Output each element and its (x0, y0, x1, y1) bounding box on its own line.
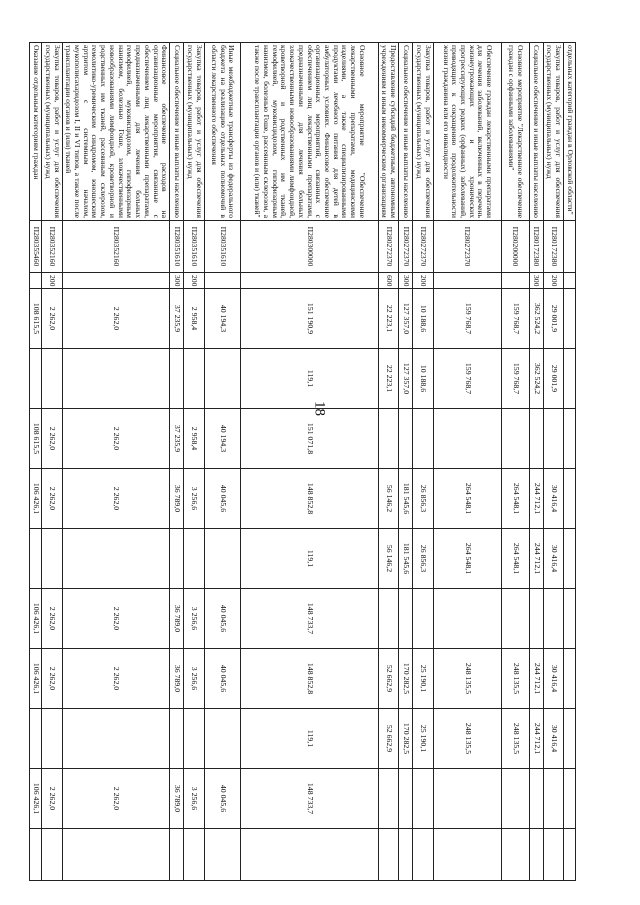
table-row (399, 43, 413, 881)
table-row (30, 43, 42, 881)
row-amount-cell: 40 045,6 (204, 769, 240, 829)
row-amount-cell (543, 409, 563, 469)
table-row (240, 43, 378, 881)
row-name-cell: Закупка товаров, работ и услуг для обеспечения государственных (муниципальных) нужд (543, 43, 563, 221)
row-amount-cell: 119,1 (240, 709, 378, 769)
row-amount-cell: 3 256,6 (184, 469, 204, 529)
row-amount-cell: 244 712,1 (529, 649, 543, 709)
row-amount-cell: 2 262,0 (62, 409, 170, 469)
row-amount-cell: 264 548,1 (501, 529, 529, 589)
row-name-cell: Оказание отдельным категориям граждан (30, 43, 42, 221)
row-amount-cell (204, 349, 240, 409)
row-amount-cell: 2 262,0 (62, 649, 170, 709)
table-row (204, 43, 240, 881)
row-amount-cell (543, 829, 563, 881)
row-amount-cell: 159 768,7 (501, 289, 529, 349)
row-amount-cell (564, 529, 576, 589)
row-name-cell: Социальное обеспечение и иные выплаты населению (399, 43, 413, 221)
row-amount-cell (564, 829, 576, 881)
row-amount-cell: 26 856,3 (413, 529, 433, 589)
row-amount-cell: 30 416,4 (543, 649, 563, 709)
row-amount-cell: 3 256,6 (184, 589, 204, 649)
row-amount-cell: 159 768,7 (501, 349, 529, 409)
row-expense-type-cell: 200 (543, 273, 563, 289)
row-amount-cell: 2 958,4 (184, 409, 204, 469)
table-row (378, 43, 398, 881)
row-amount-cell: 56 146,2 (378, 529, 398, 589)
row-amount-cell (399, 409, 413, 469)
row-amount-cell (378, 589, 398, 649)
row-expense-type-cell: 600 (378, 273, 398, 289)
row-amount-cell: 40 045,6 (204, 589, 240, 649)
table-row (433, 43, 501, 881)
row-amount-cell: 3 256,6 (184, 769, 204, 829)
row-amount-cell (433, 589, 501, 649)
row-amount-cell (433, 829, 501, 881)
row-name-cell: отдельных категорий граждан в Орловской области" (564, 43, 576, 221)
row-amount-cell: 127 357,0 (399, 289, 413, 349)
row-amount-cell (543, 769, 563, 829)
row-amount-cell (170, 829, 184, 881)
row-amount-cell: 244 712,1 (529, 469, 543, 529)
row-amount-cell: 108 615,5 (30, 409, 42, 469)
row-amount-cell (30, 529, 42, 589)
row-name-cell: Закупка товаров, работ и услуг для обеспечения государственных (муниципальных) нужд (42, 43, 62, 221)
row-amount-cell (564, 649, 576, 709)
row-expense-type-cell (564, 273, 576, 289)
row-amount-cell: 108 615,5 (30, 289, 42, 349)
row-name-cell: Социальное обеспечение и иные выплаты населению (529, 43, 543, 221)
row-amount-cell (184, 709, 204, 769)
row-amount-cell: 30 416,4 (543, 469, 563, 529)
row-amount-cell (501, 409, 529, 469)
row-name-cell: Социальное обеспечение и иные выплаты населению (170, 43, 184, 221)
row-amount-cell (543, 589, 563, 649)
row-amount-cell (564, 769, 576, 829)
row-name-cell: Основное мероприятие "Обеспечение лекарственными препаратами, медицинскими изделиями, а также специализированными продуктами лечебного питания для детей в амбулаторных условиях. Финансовое обеспечение организационных мероприятий, связанных с обеспечением лиц лекарственными препаратами, предназначенными для лечения больных злокачественными новообразованиями лимфоидной, кроветворной и родственных им тканей, гемофилией, муковисцидозом, гипофизарным нанизмом, болезнью Гоше, рассеянным склерозом, а также после трансплантации органов и (или) тканей" (240, 43, 378, 221)
rotated-sheet (32, 42, 576, 880)
row-amount-cell (564, 409, 576, 469)
row-code-cell: П280300000 (240, 221, 378, 273)
row-amount-cell: 2 262,0 (42, 469, 62, 529)
table-row (564, 43, 576, 881)
table-body (30, 43, 576, 881)
row-name-cell: Закупка товаров, работ и услуг для обеспечения государственных (муниципальных) нужд (184, 43, 204, 221)
row-amount-cell (413, 769, 433, 829)
row-amount-cell (62, 709, 170, 769)
row-name-cell: Иные межбюджетные трансферты из федерального бюджета на реализацию отдельных полномочий в области лекарственного обеспечения (204, 43, 240, 221)
row-amount-cell: 248 135,5 (433, 649, 501, 709)
row-amount-cell: 244 712,1 (529, 709, 543, 769)
row-code-cell: П280351610 (170, 221, 184, 273)
row-amount-cell: 36 789,0 (170, 769, 184, 829)
row-amount-cell (564, 349, 576, 409)
row-amount-cell: 40 045,6 (204, 649, 240, 709)
row-amount-cell: 170 282,5 (399, 709, 413, 769)
row-name-cell: Основное мероприятие "Лекарственное обеспечение граждан с орфанными заболеваниями" (501, 43, 529, 221)
row-amount-cell: 29 001,9 (543, 289, 563, 349)
row-amount-cell: 40 045,6 (204, 469, 240, 529)
row-amount-cell: 148 852,8 (240, 649, 378, 709)
row-amount-cell (529, 829, 543, 881)
row-amount-cell: 248 135,5 (501, 649, 529, 709)
row-amount-cell: 264 548,1 (501, 469, 529, 529)
row-expense-type-cell: 300 (399, 273, 413, 289)
row-amount-cell (564, 589, 576, 649)
table-row (42, 43, 62, 881)
row-amount-cell (30, 709, 42, 769)
row-amount-cell: 119,1 (240, 529, 378, 589)
row-amount-cell: 248 135,5 (433, 709, 501, 769)
row-amount-cell: 30 416,4 (543, 529, 563, 589)
table-row (413, 43, 433, 881)
row-amount-cell: 2 262,0 (62, 289, 170, 349)
row-amount-cell (170, 529, 184, 589)
row-amount-cell (184, 349, 204, 409)
row-code-cell: П280272370 (433, 221, 501, 273)
row-amount-cell: 36 789,0 (170, 649, 184, 709)
row-code-cell: П280272370 (399, 221, 413, 273)
row-amount-cell: 3 256,6 (184, 649, 204, 709)
row-amount-cell (184, 529, 204, 589)
row-amount-cell (399, 589, 413, 649)
row-amount-cell: 36 789,0 (170, 469, 184, 529)
table-row (529, 43, 543, 881)
row-amount-cell: 106 426,1 (30, 589, 42, 649)
table-row (543, 43, 563, 881)
table-row (501, 43, 529, 881)
row-code-cell (564, 221, 576, 273)
row-amount-cell (42, 349, 62, 409)
row-code-cell: П280200000 (501, 221, 529, 273)
page-number: 18 (311, 401, 328, 416)
row-amount-cell: 10 188,6 (413, 289, 433, 349)
row-amount-cell (501, 829, 529, 881)
row-amount-cell: 29 001,9 (543, 349, 563, 409)
row-amount-cell: 248 135,5 (501, 709, 529, 769)
row-expense-type-cell: 300 (529, 273, 543, 289)
row-amount-cell (564, 469, 576, 529)
row-amount-cell: 148 852,8 (240, 469, 378, 529)
row-code-cell: П280172380 (543, 221, 563, 273)
row-amount-cell (62, 829, 170, 881)
row-amount-cell: 264 548,1 (433, 469, 501, 529)
row-amount-cell (42, 829, 62, 881)
row-amount-cell (413, 589, 433, 649)
row-name-cell: Финансовое обеспечение расходов на организационные мероприятия, связанные с обеспечением лиц лекарственными препаратами, предназначенными для лечения больных гемофилией, муковисцидозом, гипофизарным нанизмом, болезнью Гоше, злокачественными новообразованиями лимфоидной, кроветворной и родственных им тканей, рассеянным склерозом, гемолитико-уремическим синдромом, юношеским артритом с системным началом, мукополисахаридозом I, II и VI типов, а также после трансплантации органов и (или) тканей (62, 43, 170, 221)
row-code-cell: П280351610 (184, 221, 204, 273)
row-amount-cell (170, 709, 184, 769)
row-amount-cell (413, 409, 433, 469)
row-amount-cell: 52 662,9 (378, 649, 398, 709)
row-amount-cell: 106 426,1 (30, 769, 42, 829)
row-expense-type-cell (62, 273, 170, 289)
row-amount-cell: 264 548,1 (433, 529, 501, 589)
budget-table (29, 42, 576, 881)
row-amount-cell: 22 223,1 (378, 289, 398, 349)
row-amount-cell (204, 709, 240, 769)
row-amount-cell (564, 289, 576, 349)
row-expense-type-cell (501, 273, 529, 289)
row-amount-cell (204, 529, 240, 589)
row-amount-cell: 40 194,3 (204, 289, 240, 349)
row-amount-cell: 159 768,7 (433, 349, 501, 409)
row-amount-cell: 244 712,1 (529, 529, 543, 589)
table-viewport (32, 42, 576, 880)
row-amount-cell: 106 426,1 (30, 649, 42, 709)
row-expense-type-cell: 200 (42, 273, 62, 289)
row-amount-cell: 25 190,1 (413, 649, 433, 709)
row-code-cell: П280272370 (413, 221, 433, 273)
row-amount-cell: 25 190,1 (413, 709, 433, 769)
row-amount-cell: 181 545,6 (399, 529, 413, 589)
row-amount-cell (378, 409, 398, 469)
row-expense-type-cell (204, 273, 240, 289)
row-amount-cell: 119,1 (240, 349, 378, 409)
row-amount-cell (240, 829, 378, 881)
row-amount-cell (564, 709, 576, 769)
row-code-cell: П280355460 (30, 221, 42, 273)
row-amount-cell (433, 409, 501, 469)
row-amount-cell (399, 769, 413, 829)
table-row (62, 43, 170, 881)
row-amount-cell: 2 262,0 (62, 469, 170, 529)
row-amount-cell (529, 589, 543, 649)
row-amount-cell: 37 235,9 (170, 289, 184, 349)
row-amount-cell: 2 262,0 (42, 649, 62, 709)
row-amount-cell (378, 829, 398, 881)
row-amount-cell (42, 529, 62, 589)
row-amount-cell (170, 349, 184, 409)
row-code-cell: П280172380 (529, 221, 543, 273)
row-code-cell: П280352160 (62, 221, 170, 273)
row-code-cell: П280272370 (378, 221, 398, 273)
row-amount-cell: 2 262,0 (42, 589, 62, 649)
table-row (170, 43, 184, 881)
row-expense-type-cell: 200 (184, 273, 204, 289)
row-amount-cell: 159 768,7 (433, 289, 501, 349)
row-amount-cell: 37 235,9 (170, 409, 184, 469)
row-amount-cell (62, 529, 170, 589)
row-expense-type-cell (30, 273, 42, 289)
row-amount-cell: 127 357,0 (399, 349, 413, 409)
row-amount-cell: 2 262,0 (62, 769, 170, 829)
row-amount-cell (378, 769, 398, 829)
row-amount-cell (413, 829, 433, 881)
row-amount-cell: 26 856,3 (413, 469, 433, 529)
row-amount-cell (501, 589, 529, 649)
row-amount-cell (204, 829, 240, 881)
table-row (184, 43, 204, 881)
row-amount-cell (433, 769, 501, 829)
row-amount-cell: 52 662,9 (378, 709, 398, 769)
row-amount-cell: 181 545,6 (399, 469, 413, 529)
row-amount-cell: 170 282,5 (399, 649, 413, 709)
row-expense-type-cell: 200 (413, 273, 433, 289)
row-amount-cell (501, 769, 529, 829)
row-name-cell: Обеспечение граждан лекарственными препаратами для лечения заболеваний, включенных в перечень жизнеугрожающих и хронических прогрессирующих редких (орфанных) заболеваний, приводящих к сокращению продолжительности жизни гражданина или его инвалидности (433, 43, 501, 221)
row-amount-cell: 40 194,3 (204, 409, 240, 469)
row-amount-cell (529, 409, 543, 469)
row-amount-cell: 2 262,0 (62, 589, 170, 649)
row-amount-cell (30, 829, 42, 881)
row-amount-cell: 2 262,0 (42, 769, 62, 829)
row-amount-cell (399, 829, 413, 881)
row-code-cell: П280351610 (204, 221, 240, 273)
row-amount-cell: 106 426,1 (30, 469, 42, 529)
row-amount-cell: 148 733,7 (240, 589, 378, 649)
row-amount-cell (529, 769, 543, 829)
row-amount-cell: 36 789,0 (170, 589, 184, 649)
row-amount-cell: 2 262,0 (42, 409, 62, 469)
row-amount-cell: 148 733,7 (240, 769, 378, 829)
row-amount-cell (184, 829, 204, 881)
row-amount-cell (62, 349, 170, 409)
row-amount-cell: 2 262,0 (42, 289, 62, 349)
row-amount-cell (30, 349, 42, 409)
row-amount-cell: 362 524,2 (529, 289, 543, 349)
row-amount-cell: 362 524,2 (529, 349, 543, 409)
row-code-cell: П280352160 (42, 221, 62, 273)
row-expense-type-cell: 300 (170, 273, 184, 289)
row-amount-cell: 2 958,4 (184, 289, 204, 349)
row-amount-cell: 56 146,2 (378, 469, 398, 529)
row-amount-cell: 151 190,9 (240, 289, 378, 349)
row-amount-cell (42, 709, 62, 769)
row-expense-type-cell (240, 273, 378, 289)
row-amount-cell: 30 416,4 (543, 709, 563, 769)
row-name-cell: Предоставление субсидий бюджетным, автономным учреждениям и иным некоммерческим организациям (378, 43, 398, 221)
row-amount-cell: 22 223,1 (378, 349, 398, 409)
row-name-cell: Закупка товаров, работ и услуг для обеспечения государственных (муниципальных) нужд (413, 43, 433, 221)
row-amount-cell: 151 071,8 (240, 409, 378, 469)
row-amount-cell: 10 188,6 (413, 349, 433, 409)
row-expense-type-cell (433, 273, 501, 289)
